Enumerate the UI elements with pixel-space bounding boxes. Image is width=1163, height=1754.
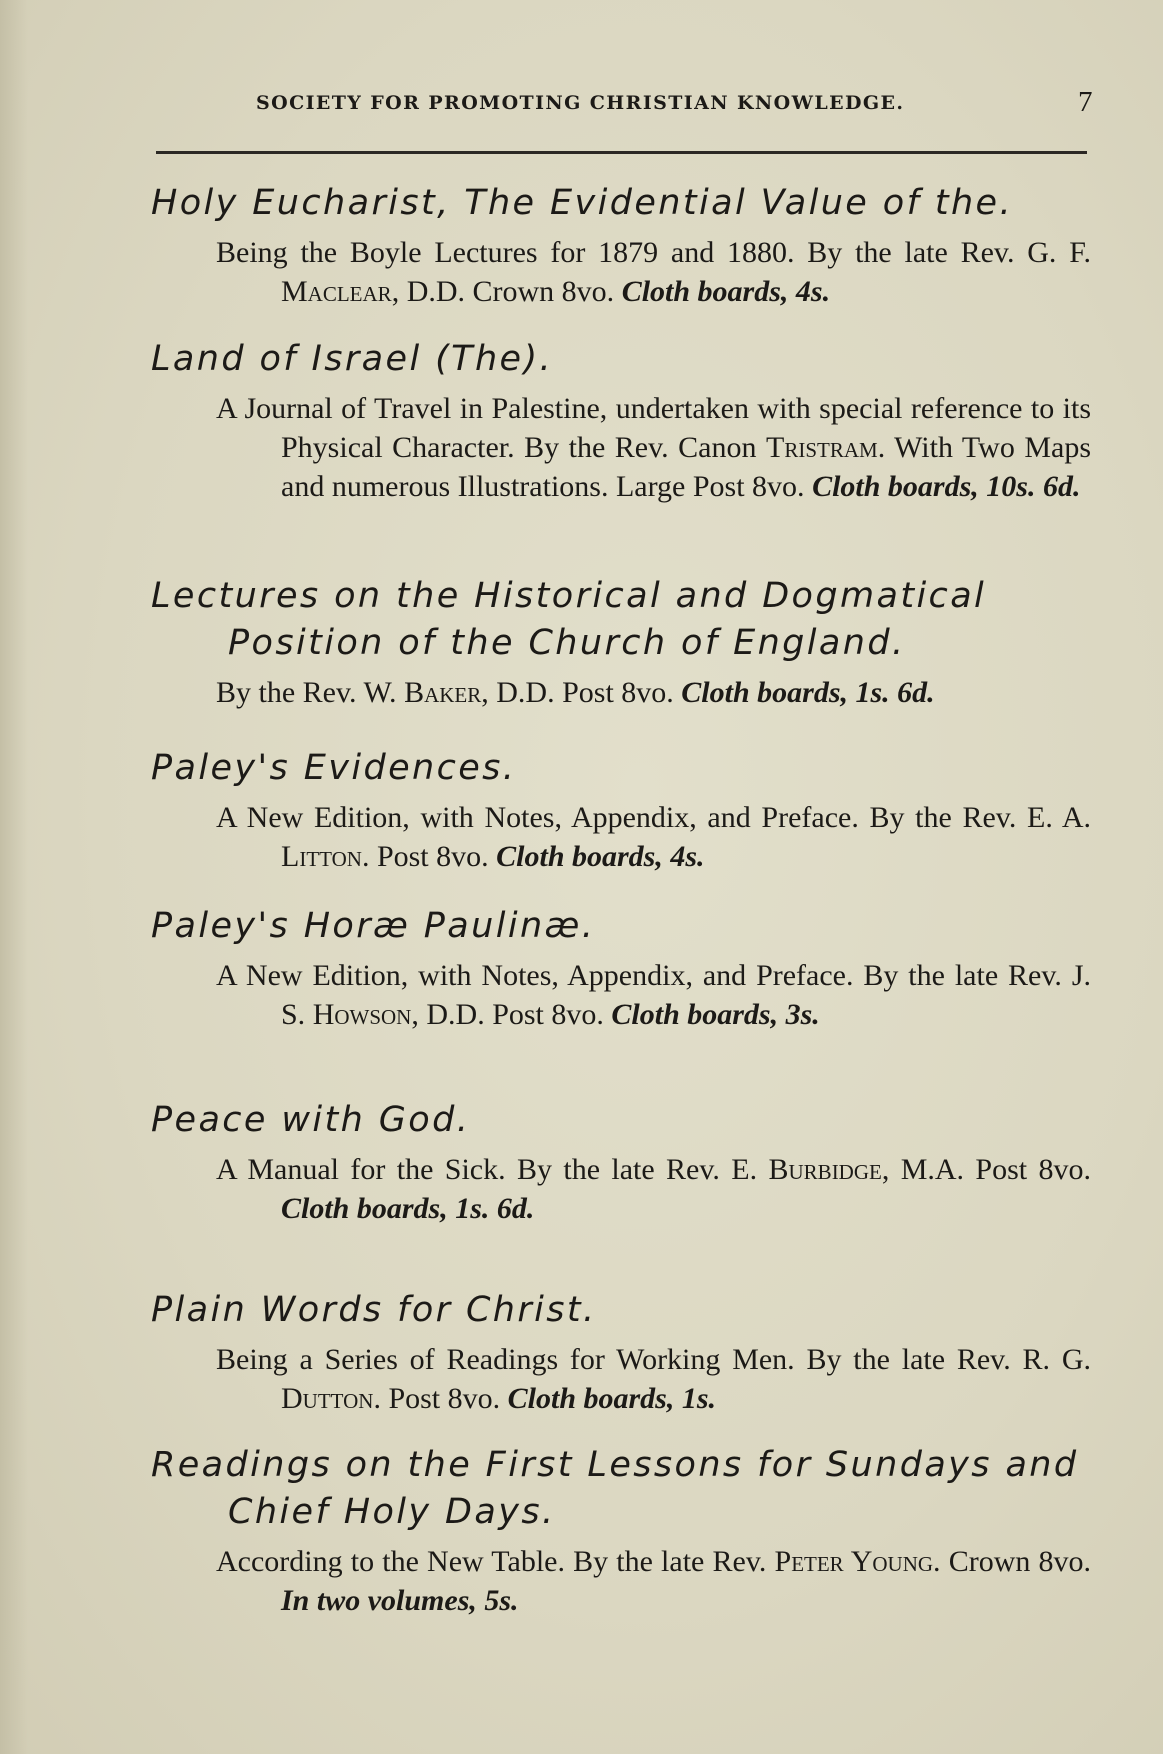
author-name: Tristram: [766, 431, 878, 464]
price-text: Cloth boards, 1s.: [507, 1382, 717, 1415]
format-text: . Post 8vo.: [361, 840, 497, 873]
catalogue-entry: [151, 1287, 1091, 1418]
header-rule: [156, 151, 1087, 154]
format-text: . Post 8vo.: [373, 1382, 508, 1415]
catalogue-entry: [151, 1442, 1091, 1620]
entry-description: [151, 956, 1091, 1034]
price-text: In two volumes, 5s.: [281, 1584, 519, 1617]
description-text: According to the New Table. By the late Rev.: [216, 1545, 775, 1578]
format-text: , D.D. Crown 8vo.: [391, 275, 622, 308]
format-text: . Crown 8vo.: [933, 1545, 1091, 1578]
description-text: Being a Series of Readings for Working Men. By the late Rev. R. G.: [216, 1343, 1091, 1376]
entry-title: Readings on the First Lessons for Sundays and Chief Holy Days.: [151, 1445, 1079, 1532]
format-text: , D.D. Post 8vo.: [481, 676, 682, 709]
catalogue-entry: [151, 745, 1091, 876]
description-text: A New Edition, with Notes, Appendix, and Preface. By the Rev. E. A.: [216, 801, 1091, 834]
author-name: Maclear: [281, 275, 392, 308]
description-text: By the Rev. W.: [216, 676, 405, 709]
entry-description: [151, 1150, 1091, 1228]
running-title: SOCIETY FOR PROMOTING CHRISTIAN KNOWLEDGE.: [256, 92, 905, 114]
entry-title: Paley's Evidences.: [151, 748, 517, 788]
description-text: A Manual for the Sick. By the late Rev. E.: [216, 1153, 769, 1186]
entry-title: Holy Eucharist, The Evidential Value of the.: [151, 183, 1013, 223]
author-name: Burbidge: [768, 1153, 882, 1186]
author-name: Litton: [281, 840, 362, 873]
entry-description: [151, 233, 1091, 311]
description-text: A New Edition, with Notes, Appendix, and Preface. By the late Rev. J. S.: [216, 959, 1091, 1031]
author-name: Baker: [404, 676, 482, 709]
entry-title: Land of Israel (The).: [151, 339, 554, 379]
page-number: 7: [1078, 86, 1093, 118]
format-text: , D.D. Post 8vo.: [411, 998, 612, 1031]
entry-title: Lectures on the Historical and Dogmatical Position of the Church of England.: [151, 576, 987, 663]
entry-description: [151, 798, 1091, 876]
price-text: Cloth boards, 4s.: [621, 275, 831, 308]
catalogue-entry: [151, 180, 1091, 311]
author-name: Peter Young: [774, 1545, 934, 1578]
price-text: Cloth boards, 4s.: [496, 840, 705, 873]
spine-shadow: [0, 0, 28, 1754]
price-text: Cloth boards, 3s.: [611, 998, 820, 1031]
entry-description: [151, 389, 1091, 506]
catalogue-entry: [151, 573, 1091, 712]
author-name: Dutton: [281, 1382, 374, 1415]
format-text: , M.A. Post 8vo.: [881, 1153, 1091, 1186]
author-name: Howson: [312, 998, 412, 1031]
entry-description: [151, 1340, 1091, 1418]
entry-title: Paley's Horæ Paulinæ.: [151, 906, 596, 946]
catalogue-entry: [151, 903, 1091, 1034]
catalogue-entry: [151, 1097, 1091, 1228]
entry-title: Peace with God.: [151, 1100, 471, 1140]
price-text: Cloth boards, 10s. 6d.: [812, 470, 1081, 503]
format-text: . With Two Maps and numerous Illustrations. Large Post 8vo.: [281, 431, 1091, 503]
price-text: Cloth boards, 1s. 6d.: [681, 676, 935, 709]
catalogue-entry: [151, 336, 1091, 506]
entry-description: [151, 673, 1091, 712]
price-text: Cloth boards, 1s. 6d.: [281, 1192, 535, 1225]
description-text: Being the Boyle Lectures for 1879 and 1880. By the late Rev. G. F.: [216, 236, 1091, 269]
entry-description: [151, 1542, 1091, 1620]
entry-title: Plain Words for Christ.: [151, 1290, 597, 1330]
description-text: A Journal of Travel in Palestine, undertaken with special reference to its Physical Character. By the Rev. Canon: [216, 392, 1091, 464]
